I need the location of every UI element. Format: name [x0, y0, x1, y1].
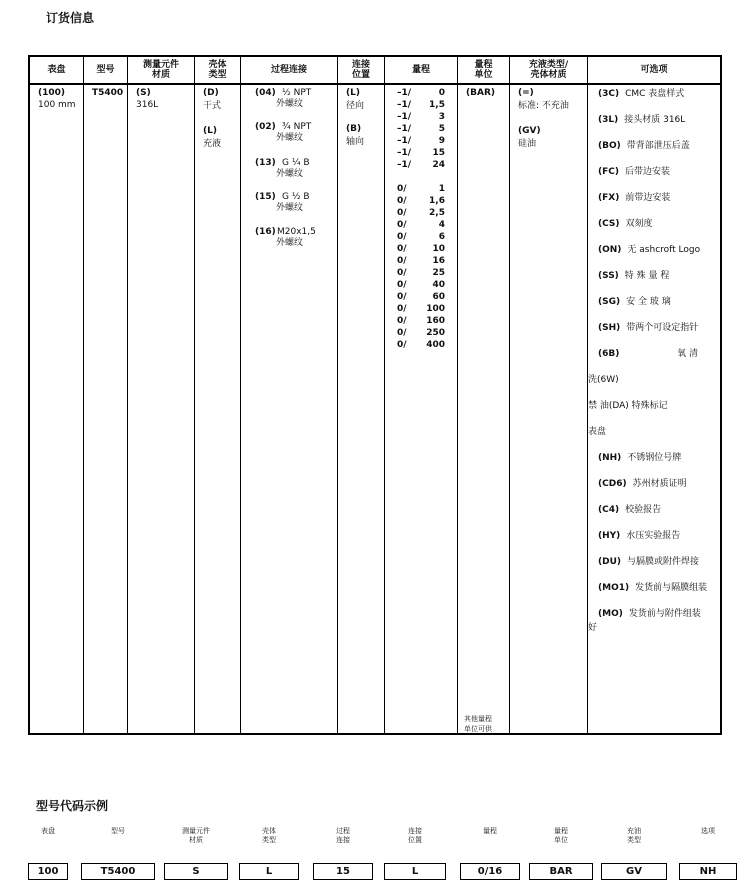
option-item [598, 192, 716, 205]
range-value: 2,5 [429, 208, 445, 218]
range-item [397, 327, 445, 339]
element-text: 316L [136, 100, 159, 110]
fill-text: 标准: 不充油 [518, 101, 569, 111]
col-options [587, 57, 720, 733]
range-item [397, 291, 445, 303]
example-value: NH [679, 863, 737, 880]
range-value: 40 [432, 280, 445, 290]
example-label: 连接 位置 [408, 827, 422, 844]
unit-code: (BAR) [466, 88, 495, 98]
option-code: (MO) [598, 609, 623, 619]
option-text: 带两个可设定指针 [626, 323, 699, 333]
dial-code: (100) [38, 88, 66, 98]
process-size: ½ NPT [282, 88, 312, 98]
range-prefix: –1/ [397, 112, 412, 122]
range-item [397, 99, 445, 111]
option-text: 发货前与附件组装 [628, 609, 701, 619]
example-label: 充油 类型 [627, 827, 641, 844]
col-dial [30, 57, 83, 733]
example-value: S [164, 863, 228, 880]
option-item [598, 608, 716, 621]
option-code: (CD6) [598, 479, 627, 489]
option-text: 水压实验报告 [626, 531, 681, 541]
example-value: 0/16 [460, 863, 520, 880]
range-value: 250 [426, 328, 445, 338]
range-value: 160 [426, 316, 445, 326]
position-text: 轴向 [346, 137, 365, 147]
option-text: 好 [588, 623, 598, 633]
option-code: (DU) [598, 557, 622, 567]
option-item [598, 218, 716, 231]
range-prefix: 0/ [397, 328, 407, 338]
process-code: (04) [255, 88, 276, 98]
range-prefix: 0/ [397, 256, 407, 266]
position-text: 径向 [346, 101, 365, 111]
range-item [397, 111, 445, 123]
col-unit [457, 57, 509, 733]
col-model [83, 57, 127, 733]
range-value: 1 [438, 184, 445, 194]
option-item [598, 348, 716, 361]
option-item: 禁 油(DA) 特殊标记 [588, 401, 668, 411]
range-prefix: 0/ [397, 232, 407, 242]
dial-text: 100 mm [38, 100, 76, 110]
example-value: T5400 [81, 863, 155, 880]
col-position [337, 57, 384, 733]
col-header: 可选项 [588, 57, 720, 85]
range-prefix: 0/ [397, 340, 407, 350]
fill-code: (GV) [518, 126, 541, 136]
range-prefix: 0/ [397, 208, 407, 218]
range-value: 15 [432, 148, 445, 158]
col-header: 型号 [84, 57, 127, 85]
option-text: 前带边安装 [625, 193, 671, 203]
option-item [598, 114, 716, 127]
option-text: 不锈钢位号牌 [627, 453, 682, 463]
example-label: 过程 连接 [336, 827, 350, 844]
option-code: (FC) [598, 167, 619, 177]
option-code: (ON) [598, 245, 622, 255]
range-value: 1,5 [429, 100, 445, 110]
range-item [397, 339, 445, 351]
col-header: 表盘 [30, 57, 83, 85]
range-item [397, 159, 445, 171]
range-item [397, 207, 445, 219]
process-size: ¾ NPT [282, 122, 312, 132]
option-item [598, 140, 716, 153]
range-item [397, 123, 445, 135]
option-item: 表盘 [588, 427, 607, 437]
position-code: (L) [346, 88, 360, 98]
unit-note: 单位可供 [464, 725, 492, 733]
range-value: 25 [432, 268, 445, 278]
option-text: 苏州材质证明 [632, 479, 687, 489]
range-list [397, 87, 445, 351]
option-text: 安 全 玻 璃 [626, 297, 671, 307]
range-item [397, 255, 445, 267]
option-text: 氧 清 [677, 349, 698, 359]
range-prefix: –1/ [397, 100, 412, 110]
fill-code: (=) [518, 88, 534, 98]
process-size: M20x1,5 [277, 227, 316, 237]
option-text: CMC 表盘样式 [625, 89, 685, 99]
option-item [598, 556, 716, 569]
option-text: 无 ashcroft Logo [627, 245, 701, 255]
option-code: (CS) [598, 219, 620, 229]
page-title: 订货信息 [46, 11, 95, 25]
range-prefix: –1/ [397, 124, 412, 134]
option-code: (C4) [598, 505, 620, 515]
example-label: 测量元件 材质 [182, 827, 210, 844]
col-process [240, 57, 337, 733]
option-item [598, 504, 716, 517]
example-value: BAR [529, 863, 593, 880]
order-table [28, 55, 722, 735]
option-text: 双刻度 [625, 219, 653, 229]
example-label: 表盘 [41, 827, 55, 835]
range-prefix: 0/ [397, 304, 407, 314]
option-text: 校验报告 [625, 505, 662, 515]
position-code: (B) [346, 124, 362, 134]
range-value: 6 [438, 232, 445, 242]
option-text: 带背部泄压后盖 [626, 141, 690, 151]
example-label: 壳体 类型 [262, 827, 276, 844]
col-header: 充液类型/ 壳体材质 [510, 57, 587, 85]
example-value: 100 [28, 863, 68, 880]
process-code: (16) [255, 227, 276, 237]
col-element [127, 57, 194, 733]
process-size: G ½ B [282, 192, 310, 202]
col-case [194, 57, 240, 733]
option-text: 发货前与隔膜组装 [635, 583, 708, 593]
col-header: 过程连接 [241, 57, 337, 85]
range-value: 24 [432, 160, 445, 170]
option-code: (SS) [598, 271, 619, 281]
col-fill [509, 57, 587, 733]
range-prefix: 0/ [397, 244, 407, 254]
option-code: (6B) [598, 349, 620, 359]
option-item [598, 296, 716, 309]
range-prefix: 0/ [397, 184, 407, 194]
range-item [397, 303, 445, 315]
range-prefix: –1/ [397, 148, 412, 158]
option-item [598, 322, 716, 335]
range-prefix: 0/ [397, 268, 407, 278]
range-item [397, 87, 445, 99]
range-prefix: –1/ [397, 136, 412, 146]
option-code: (3L) [598, 115, 619, 125]
range-value: 1,6 [429, 196, 445, 206]
option-text: 后带边安装 [624, 167, 670, 177]
range-prefix: –1/ [397, 88, 412, 98]
example-label: 型号 [111, 827, 125, 835]
range-item [397, 219, 445, 231]
element-code: (S) [136, 88, 151, 98]
range-item [397, 183, 445, 195]
option-code: (NH) [598, 453, 622, 463]
range-value: 9 [438, 136, 445, 146]
range-value: 3 [438, 112, 445, 122]
process-thread: 外螺纹 [276, 169, 304, 179]
option-text: 特 殊 量 程 [624, 271, 670, 281]
process-code: (02) [255, 122, 276, 132]
case-code: (D) [203, 88, 219, 98]
range-prefix: 0/ [397, 220, 407, 230]
range-item [397, 135, 445, 147]
range-prefix: –1/ [397, 160, 412, 170]
case-text: 干式 [203, 101, 222, 111]
range-value: 100 [426, 304, 445, 314]
col-header: 连接 位置 [338, 57, 384, 85]
col-header: 壳体 类型 [195, 57, 240, 85]
option-code: (SH) [598, 323, 621, 333]
range-value: 400 [426, 340, 445, 350]
option-item [598, 88, 716, 101]
option-text: 与膈膜或附件焊接 [627, 557, 700, 567]
range-item [397, 315, 445, 327]
example-label: 选项 [701, 827, 715, 835]
range-item [397, 243, 445, 255]
process-thread: 外螺纹 [276, 133, 304, 143]
example-label: 量程 单位 [554, 827, 568, 844]
option-item [598, 452, 716, 465]
option-item [598, 244, 716, 257]
example-value: L [384, 863, 446, 880]
range-prefix: 0/ [397, 196, 407, 206]
range-value: 5 [438, 124, 445, 134]
col-header: 量程 [385, 57, 457, 85]
range-item [397, 267, 445, 279]
range-item [397, 231, 445, 243]
example-value: 15 [313, 863, 373, 880]
options-list [588, 88, 716, 635]
option-item [598, 582, 716, 595]
process-thread: 外螺纹 [276, 99, 304, 109]
case-code: (L) [203, 126, 217, 136]
example-value: L [239, 863, 299, 880]
case-text: 充液 [203, 139, 222, 149]
option-code: (HY) [598, 531, 621, 541]
range-item [397, 279, 445, 291]
option-item: 洗(6W) [588, 375, 619, 385]
option-code: (FX) [598, 193, 620, 203]
option-item [598, 530, 716, 543]
example-title: 型号代码示例 [36, 799, 109, 813]
fill-text: 硅油 [518, 139, 537, 149]
range-item [397, 147, 445, 159]
example-value: GV [601, 863, 667, 880]
option-code: (BO) [598, 141, 621, 151]
option-text: 接头材质 316L [624, 115, 686, 125]
range-value: 0 [438, 88, 445, 98]
process-size: G ¼ B [282, 158, 310, 168]
process-thread: 外螺纹 [276, 203, 304, 213]
range-item [397, 195, 445, 207]
unit-note: 其他量程 [464, 715, 492, 723]
range-prefix: 0/ [397, 316, 407, 326]
process-code: (15) [255, 192, 276, 202]
option-item [598, 166, 716, 179]
range-value: 16 [432, 256, 445, 266]
option-code: (SG) [598, 297, 621, 307]
col-header: 测量元件 材质 [128, 57, 194, 85]
process-code: (13) [255, 158, 276, 168]
option-item [598, 478, 716, 491]
col-range [384, 57, 457, 733]
example-label: 量程 [483, 827, 497, 835]
option-code: (3C) [598, 89, 620, 99]
model-code: T5400 [92, 88, 124, 98]
range-value: 60 [432, 292, 445, 302]
range-prefix: 0/ [397, 280, 407, 290]
col-header: 量程 单位 [458, 57, 509, 85]
option-item [598, 270, 716, 283]
range-prefix: 0/ [397, 292, 407, 302]
range-value: 4 [438, 220, 445, 230]
option-code: (MO1) [598, 583, 630, 593]
range-value: 10 [432, 244, 445, 254]
process-thread: 外螺纹 [276, 238, 304, 248]
